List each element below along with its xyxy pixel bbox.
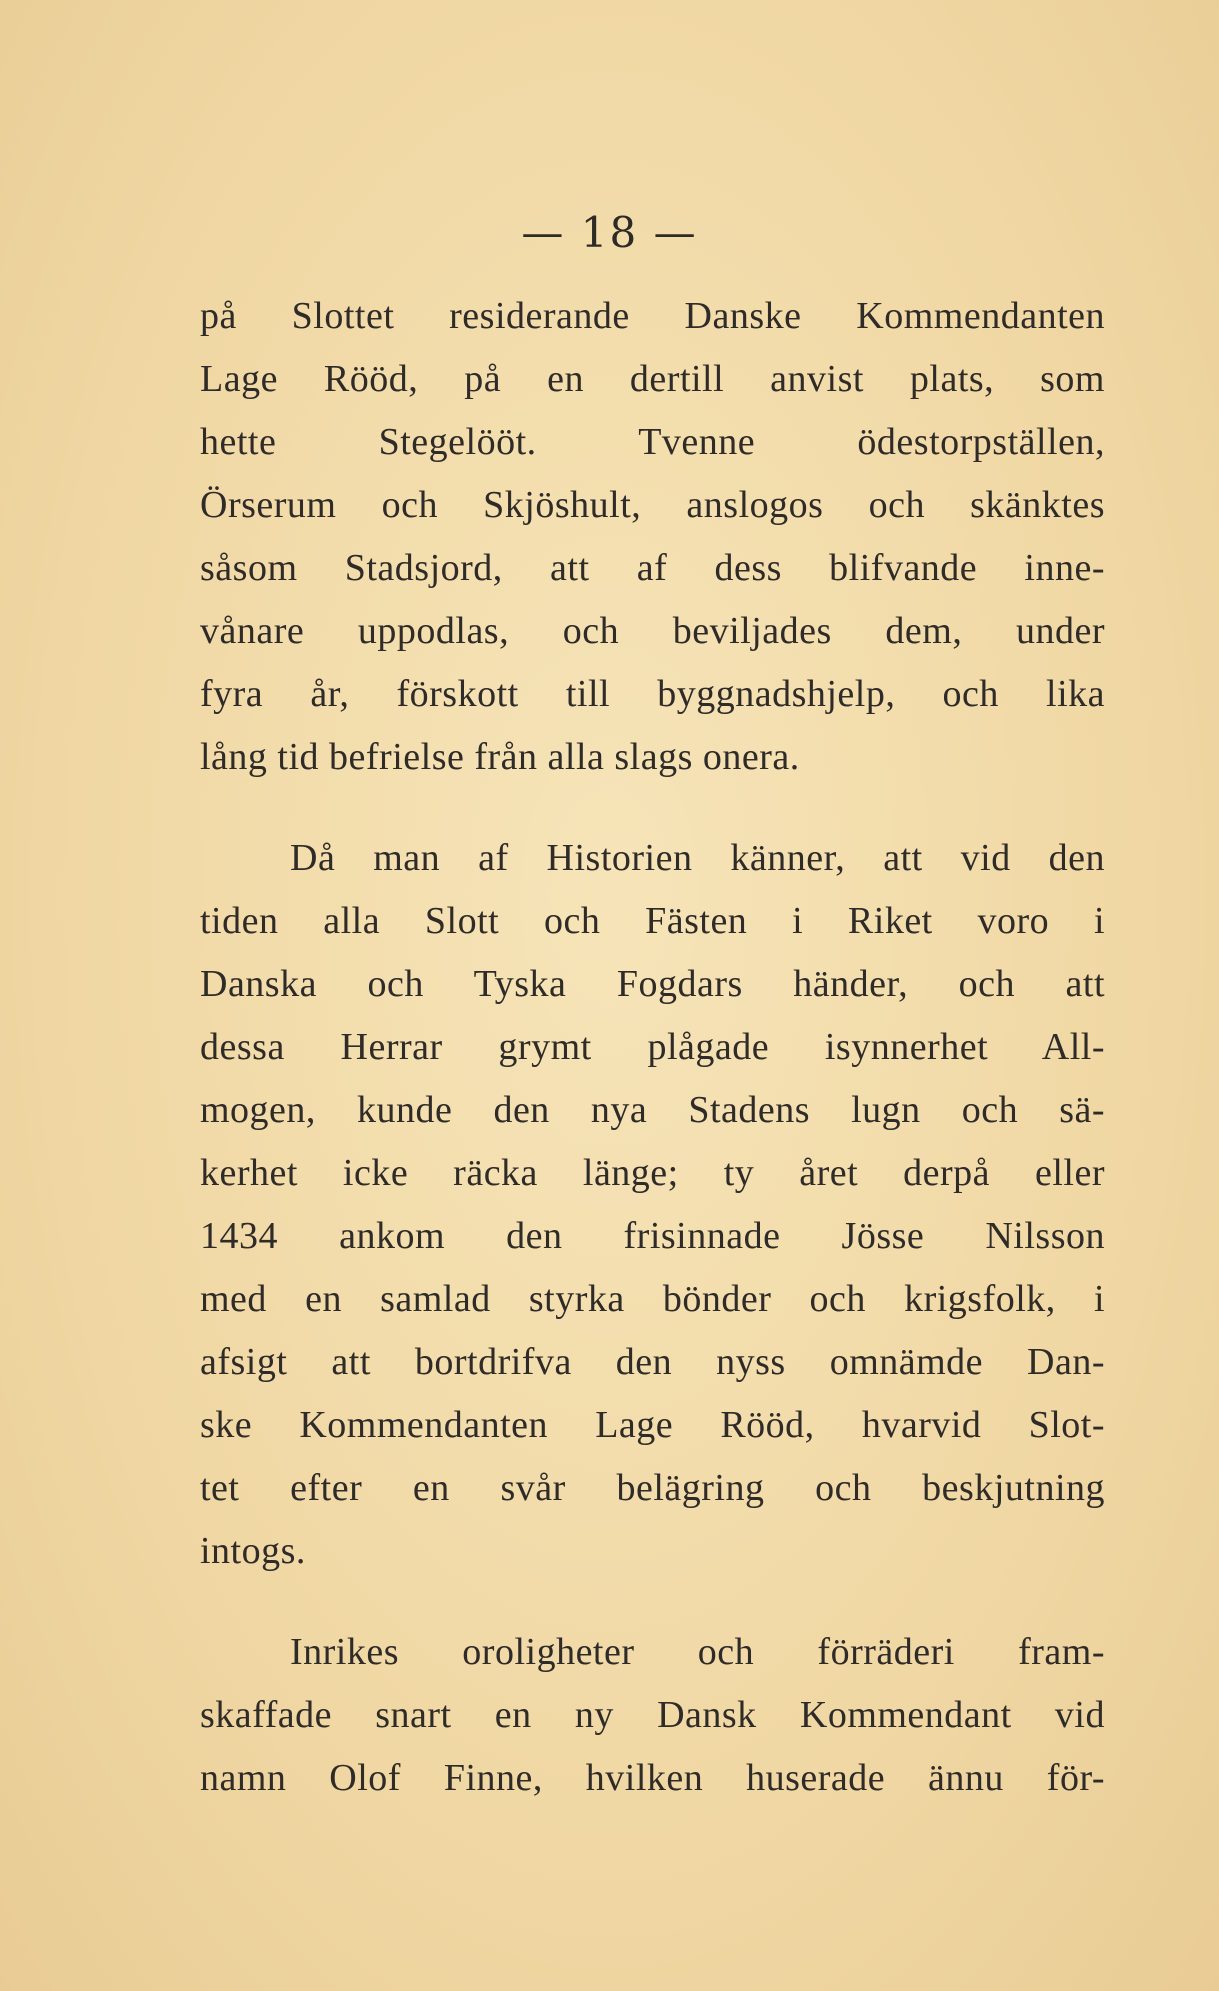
text-line: fyra år, förskott till byggnadshjelp, och lika (200, 673, 1105, 715)
text-line: tet efter en svår belägring och beskjutning (200, 1467, 1105, 1509)
paragraph-1 (200, 285, 1105, 789)
text-line: dessa Herrar grymt plågade isynnerhet All- (200, 1026, 1105, 1068)
text-line: såsom Stadsjord, att af dess blifvande inne- (200, 547, 1105, 589)
text-line: intogs. (200, 1530, 306, 1572)
paragraph-2 (200, 827, 1105, 1583)
paragraph-3 (200, 1621, 1105, 1810)
text-line: vånare uppodlas, och beviljades dem, under (200, 610, 1105, 652)
text-line: skaffade snart en ny Dansk Kommendant vid (200, 1694, 1105, 1736)
text-line: lång tid befrielse från alla slags onera. (200, 736, 800, 778)
text-line: hette Stegelööt. Tvenne ödestorpställen, (200, 421, 1105, 463)
text-line: Örserum och Skjöshult, anslogos och skänktes (200, 484, 1105, 526)
text-line: mogen, kunde den nya Stadens lugn och sä- (200, 1089, 1105, 1131)
text-line: namn Olof Finne, hvilken huserade ännu för- (200, 1757, 1105, 1799)
text-line: Inrikes oroligheter och förräderi fram- (290, 1631, 1105, 1673)
text-line: Lage Rööd, på en dertill anvist plats, som (200, 358, 1105, 400)
text-line: afsigt att bortdrifva den nyss omnämde Dan- (200, 1341, 1105, 1383)
text-line: tiden alla Slott och Fästen i Riket voro i (200, 900, 1105, 942)
text-line: kerhet icke räcka länge; ty året derpå eller (200, 1152, 1105, 1194)
text-line: ske Kommendanten Lage Rööd, hvarvid Slot- (200, 1404, 1105, 1446)
page-number: — 18 — (521, 208, 698, 257)
text-line: Danska och Tyska Fogdars händer, och att (200, 963, 1105, 1005)
text-line: 1434 ankom den frisinnade Jösse Nilsson (200, 1215, 1105, 1257)
text-line: Då man af Historien känner, att vid den (290, 837, 1105, 879)
text-line: på Slottet residerande Danske Kommendanten (200, 295, 1105, 337)
text-line: med en samlad styrka bönder och krigsfolk, i (200, 1278, 1105, 1320)
body-text (200, 285, 1105, 1810)
